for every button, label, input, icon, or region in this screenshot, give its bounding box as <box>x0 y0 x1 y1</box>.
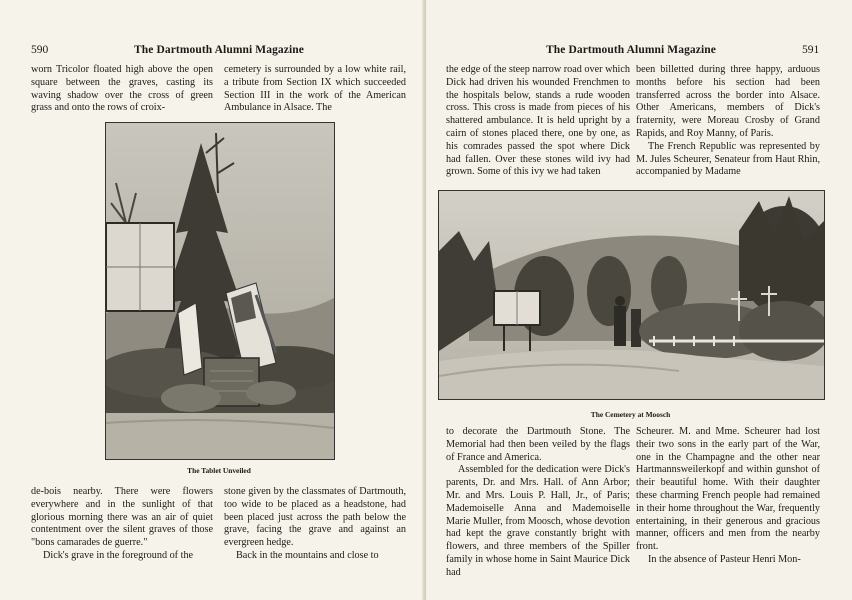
cemetery-moosch-caption: The Cemetery at Moosch <box>590 410 671 419</box>
left-col1-top <box>31 64 213 115</box>
right-col2-bottom <box>636 426 820 567</box>
paragraph: to decorate the Dartmouth Stone. The Memorial had then been veiled by the flags of France and America. <box>446 426 630 463</box>
paragraph: Dick's grave in the foreground of the <box>43 549 194 561</box>
left-page-number: 590 <box>31 44 49 56</box>
paragraph: the edge of the steep narrow road over which Dick had driven his wounded Frenchmen to the hospitals below, stands a rude wooden cross. This cross is made from pieces of his shattered ambulance. It is held upright by a cairn of stones placed there, one by one, as his comrades passed the spot where Dick had fallen. Over these stones wild ivy had grown. Some of this ivy we had taken <box>446 64 630 178</box>
paragraph: de-bois nearby. There were flowers everywhere and in the sunlight of that glorious morning there was an air of quiet contentment over the silent graves of those "bons camarades de guerre." <box>31 486 213 549</box>
right-col2-top <box>636 64 820 179</box>
tablet-photo-illustration <box>106 123 334 459</box>
right-page <box>426 0 852 600</box>
right-col1-top <box>446 64 630 179</box>
paragraph: The French Republic was represented by M. Jules Scheurer, Senateur from Haut Rhin, accompanied by Madame <box>636 140 820 178</box>
paragraph: In the absence of Pasteur Henri Mon- <box>648 553 801 565</box>
left-running-head: The Dartmouth Alumni Magazine <box>134 44 304 56</box>
paragraph: Assembled for the dedication were Dick's parents, Dr. and Mrs. Hall. of Ann Arbor; Mr. and Mrs. Louis P. Hall, Jr., of Paris; Mademoiselle Anna and Mademoiselle Marie Muller, from Moosch, whose devotion had kept the grave constantly bright with flowers, and three members of the Spiller family in whose home in Saint Maurice Dick had <box>446 464 630 578</box>
paragraph: worn Tricolor floated high above the open square between the graves, casting its waving shadow over the cross of green grass and onto the rows of croix- <box>31 64 213 114</box>
cemetery-moosch-photo <box>438 190 825 400</box>
paragraph: stone given by the classmates of Dartmouth, too wide to be placed as a headstone, had been placed just across the path below the grave, facing the grave and against an evergreen hedge. <box>224 486 406 549</box>
cemetery-photo-illustration <box>439 191 824 399</box>
right-col1-bottom <box>446 426 630 580</box>
paragraph: cemetery is surrounded by a low white rail, a tribute from Section IX which succeeded Section III in the work of the American Ambulance in Alsace. The <box>224 64 406 114</box>
tablet-unveiled-caption: The Tablet Unveiled <box>187 466 251 475</box>
paragraph: been billetted during three happy, arduous months before his section had been transferred across the border into Alsace. Other Americans, members of Dick's fraternity, were Moreau Crosby of Grand Rapids, and Roy Manny, of Paris. <box>636 64 820 139</box>
paragraph: Back in the mountains and close to <box>236 549 379 561</box>
tablet-unveiled-photo <box>105 122 335 460</box>
right-page-number: 591 <box>802 44 820 56</box>
left-col2-top <box>224 64 406 115</box>
paragraph: Scheurer. M. and Mme. Scheurer had lost their two sons in the early part of the War, one in the Champagne and the other near Hartmannsweilerkopf and within gunshot of their beautiful home. With their daughter these charming French people had remained in their home throughout the War, frequently entertaining, in their generous and gracious manner, officers and men from the nearby front. <box>636 426 820 553</box>
left-col1-bottom <box>31 486 213 563</box>
left-col2-bottom <box>224 486 406 563</box>
right-running-head: The Dartmouth Alumni Magazine <box>546 44 716 56</box>
